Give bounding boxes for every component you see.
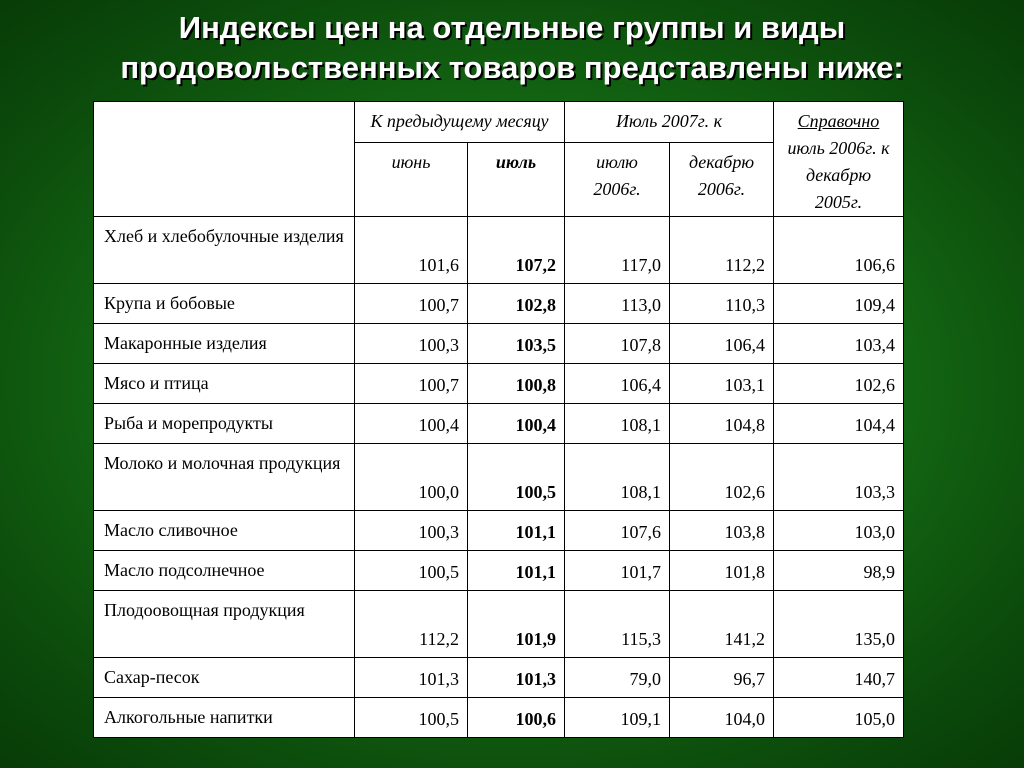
cell-vs-dec-2006: 103,8 [670, 511, 774, 551]
cell-vs-july-2006: 107,6 [565, 511, 670, 551]
slide-title-line-2: продовольственных товаров представлены ниже: [120, 50, 904, 85]
cell-july: 107,2 [468, 217, 565, 284]
cell-vs-dec-2006: 141,2 [670, 591, 774, 658]
table-row [94, 511, 904, 551]
cell-july: 100,8 [468, 364, 565, 404]
cell-reference: 104,4 [774, 404, 904, 444]
cell-vs-july-2006: 108,1 [565, 404, 670, 444]
cell-vs-dec-2006: 104,0 [670, 698, 774, 738]
header-july-2006: июлю 2006г. [565, 143, 670, 217]
cell-july: 101,1 [468, 551, 565, 591]
cell-reference: 135,0 [774, 591, 904, 658]
cell-vs-july-2006: 109,1 [565, 698, 670, 738]
cell-vs-dec-2006: 104,8 [670, 404, 774, 444]
cell-june: 100,5 [355, 551, 468, 591]
cell-reference: 109,4 [774, 284, 904, 324]
cell-vs-dec-2006: 96,7 [670, 658, 774, 698]
cell-reference: 103,0 [774, 511, 904, 551]
table-row [94, 217, 904, 284]
table-row [94, 444, 904, 511]
cell-june: 100,4 [355, 404, 468, 444]
cell-vs-dec-2006: 106,4 [670, 324, 774, 364]
slide-title [0, 8, 1024, 88]
cell-vs-dec-2006: 112,2 [670, 217, 774, 284]
cell-july: 101,3 [468, 658, 565, 698]
cell-vs-july-2006: 107,8 [565, 324, 670, 364]
cell-reference: 102,6 [774, 364, 904, 404]
cell-june: 100,5 [355, 698, 468, 738]
header-reference [774, 102, 904, 217]
cell-reference: 103,4 [774, 324, 904, 364]
price-index-table [93, 101, 904, 738]
table-row [94, 551, 904, 591]
row-name: Алкогольные напитки [94, 698, 355, 738]
header-reference-label: Справочно [797, 111, 880, 131]
cell-vs-july-2006: 101,7 [565, 551, 670, 591]
cell-vs-dec-2006: 103,1 [670, 364, 774, 404]
cell-vs-july-2006: 117,0 [565, 217, 670, 284]
row-name: Хлеб и хлебобулочные изделия [94, 217, 355, 284]
header-july-2007: Июль 2007г. к [565, 102, 774, 143]
table-row [94, 364, 904, 404]
cell-vs-dec-2006: 102,6 [670, 444, 774, 511]
cell-july: 100,6 [468, 698, 565, 738]
header-prev-month: К предыдущему месяцу [355, 102, 565, 143]
cell-june: 101,6 [355, 217, 468, 284]
row-name: Рыба и морепродукты [94, 404, 355, 444]
table-row [94, 698, 904, 738]
cell-vs-july-2006: 113,0 [565, 284, 670, 324]
row-name: Мясо и птица [94, 364, 355, 404]
cell-vs-july-2006: 115,3 [565, 591, 670, 658]
header-dec-2006: декабрю 2006г. [670, 143, 774, 217]
table-row [94, 284, 904, 324]
row-name: Крупа и бобовые [94, 284, 355, 324]
table-row [94, 324, 904, 364]
cell-june: 101,3 [355, 658, 468, 698]
cell-july: 100,4 [468, 404, 565, 444]
cell-june: 100,7 [355, 284, 468, 324]
table-body [94, 217, 904, 738]
row-name: Плодоовощная продукция [94, 591, 355, 658]
cell-reference: 105,0 [774, 698, 904, 738]
row-name: Молоко и молочная продукция [94, 444, 355, 511]
cell-june: 112,2 [355, 591, 468, 658]
row-name: Сахар-песок [94, 658, 355, 698]
cell-june: 100,0 [355, 444, 468, 511]
cell-reference: 98,9 [774, 551, 904, 591]
table-row [94, 404, 904, 444]
table-row [94, 658, 904, 698]
header-june: июнь [355, 143, 468, 217]
cell-vs-dec-2006: 101,8 [670, 551, 774, 591]
cell-vs-dec-2006: 110,3 [670, 284, 774, 324]
cell-vs-july-2006: 79,0 [565, 658, 670, 698]
header-reference-rest: июль 2006г. к декабрю 2005г. [787, 138, 890, 212]
row-name: Масло сливочное [94, 511, 355, 551]
table-row [94, 591, 904, 658]
cell-june: 100,3 [355, 511, 468, 551]
cell-reference: 140,7 [774, 658, 904, 698]
cell-reference: 103,3 [774, 444, 904, 511]
cell-vs-july-2006: 108,1 [565, 444, 670, 511]
cell-july: 101,9 [468, 591, 565, 658]
cell-july: 100,5 [468, 444, 565, 511]
row-name: Макаронные изделия [94, 324, 355, 364]
cell-reference: 106,6 [774, 217, 904, 284]
cell-june: 100,7 [355, 364, 468, 404]
row-name: Масло подсолнечное [94, 551, 355, 591]
cell-june: 100,3 [355, 324, 468, 364]
table-header-row-1 [94, 102, 904, 143]
header-empty-cell [94, 102, 355, 217]
header-july: июль [468, 143, 565, 217]
cell-vs-july-2006: 106,4 [565, 364, 670, 404]
slide-title-line-1: Индексы цен на отдельные группы и виды [178, 10, 846, 45]
cell-july: 101,1 [468, 511, 565, 551]
cell-july: 102,8 [468, 284, 565, 324]
cell-july: 103,5 [468, 324, 565, 364]
